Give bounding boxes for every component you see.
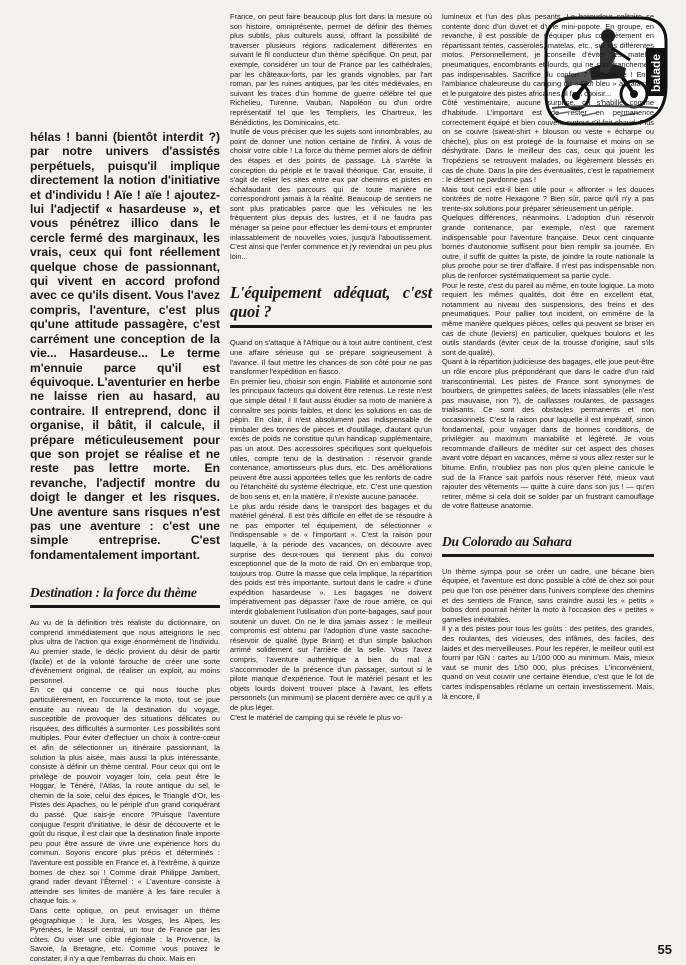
lead-paragraph: hélas ! banni (bientôt interdit ?) par notre univers d'assistés perpétuels, puisqu'il implique directement la notion d'initiative et d'individu ! Aïe ! aïe ! ajoutez-lui l'adjectif « hasardeuse », et vous pénétrez illico dans le cercle fermé des marginaux, les vrais, ceux qui font réellement quelque chose de passionnant, qui vivent en accord profond avec ce qu'ils disent. Vous l'avez compris, l'aventure, c'est plus qu'une attitude passagère, c'est carrément une conception de la vie... Hasardeuse... Le terme m'ennuie parce qu'il est équivoque. L'aventurier en herbe ne laisse rien au hasard, au contraire. Il entreprend, donc il organise, il bâtit, il calcule, il prépare méticuleusement pour que son projet se réalise et ne reste pas lettre morte. En revanche, l'adjectif montre du doigt le danger et les risques. Une aventure sans risques n'est pas une aventure : c'est une simple entreprise. C'est fondamentalement important. <box>30 130 220 562</box>
paragraph: Le plus ardu réside dans le transport des bagages et du matériel général. Il est très difficile en effet de se résoudre à ne pas emporter tel équipement, de sélectionner « l'indispensable » de « l'important ». C'est la raison pour laquelle, à la période des vacances, on découvre avec surprise des deux-roues qui tiennent plus du convoi exceptionnel que de la moto de raid. On en embarque trop, toujours trop. Outre la masse que cela implique, la répartition des poids est très importante, surtout dans le cadre « d'une expédition hasardeuse ». Les bagages ne doivent impérativement pas dépasser l'axe de roue arrière, ce qui interdit globalement l'utilisation d'un porte-bagages, sauf pour soutenir un duvet. On ne le dira jamais assez : le meilleur compromis est obtenu par l'adoption d'une vaste sacoche-réservoir de qualité (type Briant) et d'un simple baluchon arrimé solidement sur l'arrière de la selle. Vous l'avez compris, l'aventure authentique a bien du mal à s'accommoder de la présence d'un passager, surtout si le pilote manque d'expérience. Tout le matériel pesant et les objets lourds doivent trouver place à l'avant, les effets personnels (un minimum) se placent derrière avec ce qu'il y a de plus léger. <box>230 501 432 712</box>
paragraph: Il y a des pistes pour tous les goûts : des petites, des grandes, des roulantes, des vicieuses, des infâmes, des faciles, des laides et des merveilleuses. Pour les repérer, le meilleur outil est fourni par IGN : cartes au 1/100 000 au minimum. Mais, mieux vaut se munir des 1/50 000, plus précises. L'inconvénient, quand on veut couvrir une certaine étendue, c'est que le lot de cartes indispensables réclame un certain investissement. Mais, là encore, il <box>442 624 654 701</box>
section-header-colorado <box>442 533 654 557</box>
paragraph: Inutile de vous préciser que les sujets sont innombrables, au point de donner une notion certaine de l'infini. À vous de choisir votre cible ! La force du thème permet alors de définir des étapes et des points de passage. Là s'arrête la conception du périple et le travail théorique. Car, ensuite, il s'agit de relier les sites entre eux par chemins et pistes en échafaudant des parcours qui de toute manière ne correspondront jamais à la réalité. Beaucoup de sentiers ne sont plus praticables parce que les véhicules ne les fréquentent plus depuis des lustres, et il ne faudra pas ménager sa peine pour effectuer les demi-tours et emprunter inlassablement de nouvelles voies, jusqu'à l'aboutissement. C'est ainsi que l'enfer commence et j'y reviendrai un peu plus loin... <box>230 127 432 261</box>
section-title-equipement: L'équipement adéquat, c'est quoi ? <box>230 283 432 322</box>
paragraph: France, on peut faire beaucoup plus fort dans la mesure où son histoire, omniprésente, permet de définir des thèmes plus subtils, plus culturels aussi, offrant la possibilité de traverser plusieurs régions radicalement différentes en suivant le fil conducteur d'un thème spécifique. On peut, par exemple, considérer un tour de France par les cathédrales, par les châteaux-forts, par les grands vignobles, par l'art roman, par les ruines antiques, par les cités médiévales, en suivant les traces d'un homme de guerre célèbre tel que Richelieu, Turenne, Vauban, Napoléon ou d'un ordre représentatif tel que les Templiers, les Chartreux, les Bénédictins, les Dominicains, etc. <box>230 12 432 127</box>
paragraph: C'est le matériel de camping qui se révèle le plus vo- <box>230 712 403 722</box>
paragraph: Côté vestimentaire, aucune surprise, on s'habille comme d'habitude. L'important est de rester en permanence correctement équipé et bien couvert, surtout s'il fait chaud. Plus on se couvre (sweat-shirt + blouson ou veste + écharpe ou chèche), plus on est protégé de la fournaise et moins on se déshydrate. Dans le meilleur des cas, ceux qui jouent les Tropéziens se retrouvent malades, ou légèrement blessés en cas de chute. Dans la pire des éventualités, c'est le rapatriement : le désert ne pardonne pas ! <box>442 98 654 185</box>
paragraph: lumineux et l'un des plus pesants. Le baroudeur solitaire se contente donc d'un duvet et d'une mini-popote. En groupe, en revanche, il est possible de s'équiper plus complètement en répartissant tentes, casseroles, matelas, etc., sur les différentes motos. Personnellement, je conseille d'éviter les matelas pneumatiques, encombrants et lourds, qui ne sont franchement pas indispensables. Sacrifice du confort ? Obligatoire ! Entre l'ambiance chaleureuse du camping du « Flot bleu » à Palavas, et le purgatoire des pistes africaines, il faut choisir... <box>442 12 654 98</box>
paragraph: Un thème sympa pour se créer un cadre, une bécane bien équipée, et l'aventure est donc possible à côté de chez soi pour peu que l'on ose pénétrer dans l'univers complexe des chemins et des sentiers de France, sans craindre aussi les « petits » bobos dont pourrait hériter la moto à l'occasion des « petites » gamelles inévitables. <box>442 566 654 624</box>
paragraph: Quand on s'attaque à l'Afrique ou à tout autre continent, c'est une affaire sérieuse qui se prépare soigneusement à l'avance. Il faut mettre les chances de son côté pour ne pas transformer l'expédition en fiasco. <box>230 338 432 377</box>
paragraph: En premier lieu, choisir son engin. Fiabilité et autonomie sont les principaux facteurs qui doivent être retenus. Le reste n'est que simple détail ! Il faut aussi étudier sa moto de manière à connaître ses points faibles, et donc les solutions en cas de pépin. En clair, il n'est absolument pas indispensable de trimbaler des tonnes de pièces et d'outillage, d'autant qu'un excès de poids ne constitue qu'un handicap supplémentaire, pas un atout. Des accessoires spécifiques sont quelquefois utiles, compte tenu de la destination : réservoir grande contenance, amortisseurs plus durs, etc. Des améliorations peuvent être aussi apportées telles que les renforts de cadre ou l'étanchéité du système électrique, etc. C'est une question de bon sens et, en la matière, il n'existe aucune panacée. <box>230 376 432 501</box>
paragraph: Dans cette optique, on peut envisager un thème géographique : le Jura, les Vosges, les Alpes, les Pyrénées, le Massif central, un tour de France par les côtes. Ou viser une cible régionale : la Provence, la Savoie, la Bretagne, etc. Comme vous pouvez le constater, il n'y a que l'embarras du choix. Mais en <box>30 906 220 963</box>
page-number: 55 <box>657 942 672 957</box>
paragraph: Au vu de la définition très réaliste du dictionnaire, on comprend immédiatement que nous atteignons le nec plus ultra de l'action qui exige énormément de l'individu. Au premier stade, le déclic provient du désir de partir (facile) et de la volonté farouche de créer une sorte d'événement original, de réaliser un exploit, au moins personnel. <box>30 618 220 685</box>
section-title-destination: Destination : la force du thème <box>30 585 197 601</box>
column-1 <box>30 130 220 964</box>
paragraph: Quelques différences, néanmoins. L'adoption d'un réservoir grande contenance, par exemple, n'est que rarement indispensable pour l'aventure française. Deux cent cinquante bornes d'autonomie suffisent pour bien remplir sa journée. En outre, il suffit de quitter la piste, de joindre la route nationale la plus proche pour se tirer d'affaire. Il n'est pas indispensable non plus de renforcer systématiquement sa partie cycle. <box>442 213 654 281</box>
section-header-destination <box>30 584 220 608</box>
paragraph: Mais tout ceci est-il bien utile pour « affronter » les douces contrées de notre Hexagone ? Bien sûr, parce qu'il n'y a pas trente-six solutions pour préparer sérieusement un périple. <box>442 184 654 213</box>
paragraph: Pour le reste, c'est du pareil au même, en toute logique. La moto requiert les mêmes qualités, doit être en excellent état, notamment au niveau des suspensions, des freins et des pneumatiques. Pour pallier tout incident, on emmène de la même manière quelques pièces, celles qui peuvent se briser en cas de chute (leviers) en particulier, quelques boulons et les outils standards (éviter ceux de la trousse d'origine, sauf s'ils sont de qualité). <box>442 280 654 357</box>
badge-label: balade <box>649 53 663 92</box>
section-header-equipement <box>230 283 432 328</box>
paragraph: En ce qui concerne ce qui nous touche plus particulièrement, en l'occurrence la moto, tout se joue ensuite au niveau de la destination du voyage, susceptible de provoquer des situations délicates ou risquées, des difficultés à surmonter. Les possibilités sont multiples. Pour éviter d'effectuer un choix à contre-cœur et afin de sélectionner un itinéraire passionnant, la solution la plus aisée, mais aussi la plus intéressante, consiste à définir un thème central. Pour ceux qui ont le privilège de pouvoir voyager loin, cela peut être le Hoggar, le Ténéré, l'Atlas, la route antique du sel, le chemin de la soie, celui des épices, le Triangle d'Or, les Pistes des Apaches, ou le périple d'un grand conquérant du passé. Que sais-je encore ?Puisque l'aventure conjugue l'esprit d'initiative, le désir de découverte et le goût du risque, il est clair que la destination finale importe peu pour être assuré de vivre une expérience hors du commun. Soyons encore plus précis et déterminés : l'aventure est possible en France et, à l'extrême, à quinze bornes de chez soi ! Comme dirait Philippe Jambert, grand rader devant l'Éternel : « L'aventure consiste à atteindre ses limites de manière à les faire reculer à chaque fois. » <box>30 685 220 906</box>
column-2 <box>230 12 432 722</box>
paragraph: Quant à la répartition judicieuse des bagages, elle joue peut-être un rôle encore plus prépondérant que dans le cadre d'un raid transcontinental. Les pistes de France sont synonymes de bourbiers, de grimpettes salées, de lacets inlassables (elle n'est pas mauvaise, non ?), de caillasses roulantes, de passages trialisants. Ce sont des obstacles permanents et non occasionnels. C'est la raison pour laquelle il est impératif, sinon fondamental, pour voyager dans de bonnes conditions, de privilégier au maximum maniabilité et légèreté. Je vous recommande d'ailleurs de méditer sur cet aspect des choses avant votre départ en vacances, même si vous allez rester sur le bitume. Enfin, n'oubliez pas non plus qu'en pleine canicule le sud de la France sait parfois nous réserver l'été, mieux vaut rajouter des vêtements — quitte à cuire dans son jus ! — qu'en retirer, même si cela doit se solder par un frustrant camouflage de votre flatteuse anatomie. <box>442 357 654 511</box>
column-3 <box>442 12 654 701</box>
section-title-colorado: Du Colorado au Sahara <box>442 533 572 549</box>
